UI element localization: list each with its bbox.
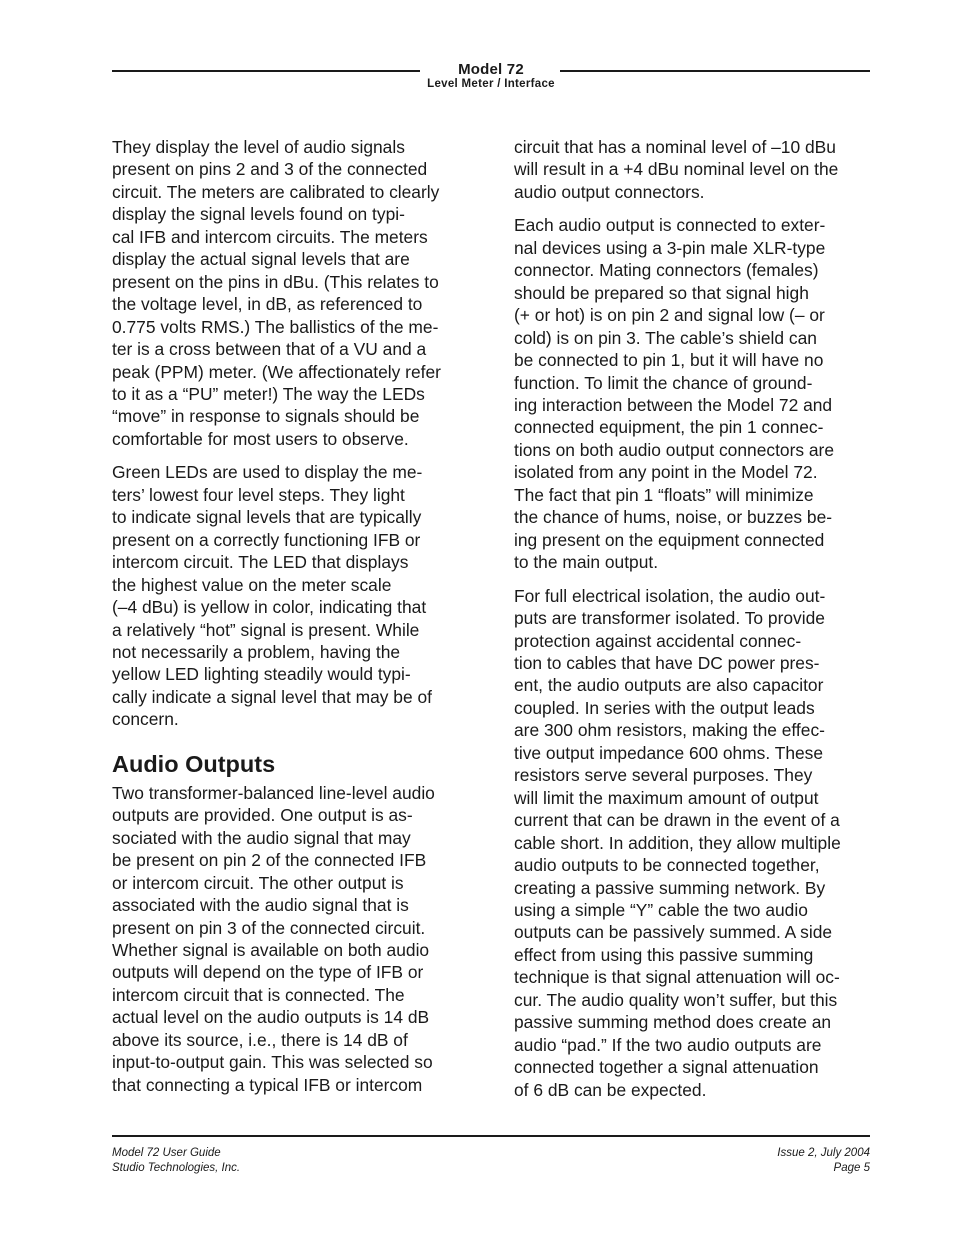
- right-paragraph-3: [514, 585, 874, 1101]
- text-line: will result in a +4 dBu nominal level on the: [514, 159, 839, 180]
- text-line: display the actual signal levels that are: [112, 249, 410, 270]
- text-line: that connecting a typical IFB or intercom: [112, 1074, 423, 1095]
- text-line: present on pin 3 of the connected circuit.: [112, 917, 426, 938]
- footer-rule: [112, 1135, 870, 1137]
- footer-page-number: Page 5: [833, 1161, 870, 1174]
- text-line: outputs can be passively summed. A side: [514, 922, 833, 943]
- text-line: ter is a cross between that of a VU and a: [112, 339, 427, 360]
- text-line: the voltage level, in dB, as referenced to: [112, 294, 423, 315]
- footer-issue: Issue 2, July 2004: [777, 1147, 870, 1159]
- text-line: the chance of hums, noise, or buzzes be-: [514, 507, 833, 528]
- footer-company: Studio Technologies, Inc.: [112, 1161, 241, 1174]
- text-line: actual level on the audio outputs is 14 dB: [112, 1007, 430, 1028]
- text-line: protection against accidental connec-: [514, 630, 802, 651]
- text-line: connected together a signal attenuation: [514, 1057, 819, 1078]
- footer-left: [112, 1146, 240, 1175]
- text-line: current that can be drawn in the event of a: [514, 810, 840, 831]
- text-line: “move” in response to signals should be: [112, 406, 420, 427]
- text-line: be connected to pin 1, but it will have no: [514, 350, 824, 371]
- text-line: cold) is on pin 3. The cable’s shield can: [514, 327, 817, 348]
- text-line: audio output connectors.: [514, 181, 705, 202]
- text-line: (+ or hot) is on pin 2 and signal low (– or: [514, 305, 825, 326]
- text-line: ing interaction between the Model 72 and: [514, 394, 833, 415]
- text-line: They display the level of audio signals: [112, 137, 405, 157]
- text-line: intercom circuit. The LED that displays: [112, 552, 409, 573]
- left-paragraph-2: [112, 461, 472, 730]
- text-line: technique is that signal attenuation will oc-: [514, 967, 840, 988]
- left-column: [112, 136, 472, 1107]
- text-line: The fact that pin 1 “floats” will minimize: [514, 484, 814, 505]
- text-line: tion to cables that have DC power pres-: [514, 652, 820, 673]
- text-line: be present on pin 2 of the connected IFB: [112, 850, 427, 871]
- text-line: function. To limit the chance of ground-: [514, 372, 813, 393]
- text-line: to it as a “PU” meter!) The way the LEDs: [112, 383, 425, 404]
- text-line: peak (PPM) meter. (We affectionately refer: [112, 361, 441, 382]
- text-line: are 300 ohm resistors, making the effec-: [514, 720, 825, 741]
- text-line: connector. Mating connectors (females): [514, 260, 819, 281]
- text-line: not necessarily a problem, having the: [112, 641, 401, 662]
- text-line: or intercom circuit. The other output is: [112, 872, 404, 893]
- text-line: the highest value on the meter scale: [112, 574, 392, 595]
- right-paragraph-1: [514, 136, 874, 203]
- text-line: will limit the maximum amount of output: [514, 787, 819, 808]
- text-line: nal devices using a 3-pin male XLR-type: [514, 237, 826, 258]
- text-line: audio “pad.” If the two audio outputs are: [514, 1034, 822, 1055]
- text-line: ters’ lowest four level steps. They light: [112, 484, 405, 505]
- page-header: [112, 60, 870, 94]
- text-line: For full electrical isolation, the audio out-: [514, 585, 826, 606]
- text-line: display the signal levels found on typi-: [112, 204, 405, 225]
- right-column: [514, 136, 874, 1112]
- text-line: a relatively “hot” signal is present. While: [112, 619, 420, 640]
- text-line: input-to-output gain. This was selected so: [112, 1052, 433, 1073]
- text-line: of 6 dB can be expected.: [514, 1079, 707, 1100]
- text-line: cal IFB and intercom circuits. The meters: [112, 226, 428, 247]
- text-line: audio outputs to be connected together,: [514, 855, 820, 876]
- header-title: Model 72: [458, 61, 524, 78]
- left-paragraph-3: [112, 782, 472, 1096]
- text-line: Two transformer-balanced line-level audio: [112, 782, 435, 803]
- left-paragraph-1: [112, 136, 472, 450]
- text-line: cally indicate a signal level that may be of: [112, 686, 432, 707]
- text-line: to the main output.: [514, 552, 659, 573]
- text-line: present on pins 2 and 3 of the connected: [112, 159, 428, 180]
- text-line: tions on both audio output connectors are: [514, 439, 835, 460]
- text-line: above its source, i.e., there is 14 dB of: [112, 1029, 408, 1050]
- text-line: puts are transformer isolated. To provide: [514, 608, 825, 629]
- text-line: Green LEDs are used to display the me-: [112, 462, 423, 483]
- text-line: creating a passive summing network. By: [514, 877, 826, 898]
- text-line: present on a correctly functioning IFB or: [112, 529, 421, 550]
- section-heading-audio-outputs: Audio Outputs: [112, 750, 276, 777]
- text-line: ent, the audio outputs are also capacitor: [514, 675, 824, 696]
- header-subtitle: Level Meter / Interface: [427, 78, 555, 90]
- text-line: comfortable for most users to observe.: [112, 428, 409, 449]
- text-line: concern.: [112, 709, 179, 730]
- text-line: using a simple “Y” cable the two audio: [514, 899, 808, 920]
- text-line: effect from using this passive summing: [514, 944, 814, 965]
- text-line: circuit that has a nominal level of –10 dBu: [514, 137, 836, 157]
- text-line: should be prepared so that signal high: [514, 282, 809, 303]
- text-line: circuit. The meters are calibrated to clearly: [112, 181, 440, 202]
- text-line: ing present on the equipment connected: [514, 529, 825, 550]
- text-line: 0.775 volts RMS.) The ballistics of the me-: [112, 316, 439, 337]
- text-line: coupled. In series with the output leads: [514, 697, 815, 718]
- text-line: associated with the audio signal that is: [112, 895, 409, 916]
- footer-guide-title: Model 72 User Guide: [112, 1147, 221, 1159]
- right-paragraph-2: [514, 214, 874, 573]
- text-line: present on the pins in dBu. (This relates to: [112, 271, 439, 292]
- text-line: outputs are provided. One output is as-: [112, 805, 413, 826]
- text-line: intercom circuit that is connected. The: [112, 984, 405, 1005]
- text-line: resistors serve several purposes. They: [514, 765, 813, 786]
- text-line: sociated with the audio signal that may: [112, 827, 411, 848]
- text-line: connected equipment, the pin 1 connec-: [514, 417, 824, 438]
- text-line: cur. The audio quality won’t suffer, but this: [514, 989, 838, 1010]
- text-line: outputs will depend on the type of IFB or: [112, 962, 424, 983]
- text-line: tive output impedance 600 ohms. These: [514, 742, 824, 763]
- text-line: to indicate signal levels that are typically: [112, 507, 422, 528]
- footer-right: [777, 1146, 870, 1175]
- text-line: passive summing method does create an: [514, 1012, 832, 1033]
- text-line: Each audio output is connected to exter-: [514, 215, 826, 236]
- text-line: Whether signal is available on both audio: [112, 939, 430, 960]
- text-line: cable short. In addition, they allow multiple: [514, 832, 841, 853]
- text-line: isolated from any point in the Model 72.: [514, 462, 818, 483]
- text-line: yellow LED lighting steadily would typi-: [112, 664, 411, 685]
- text-line: (–4 dBu) is yellow in color, indicating that: [112, 597, 427, 618]
